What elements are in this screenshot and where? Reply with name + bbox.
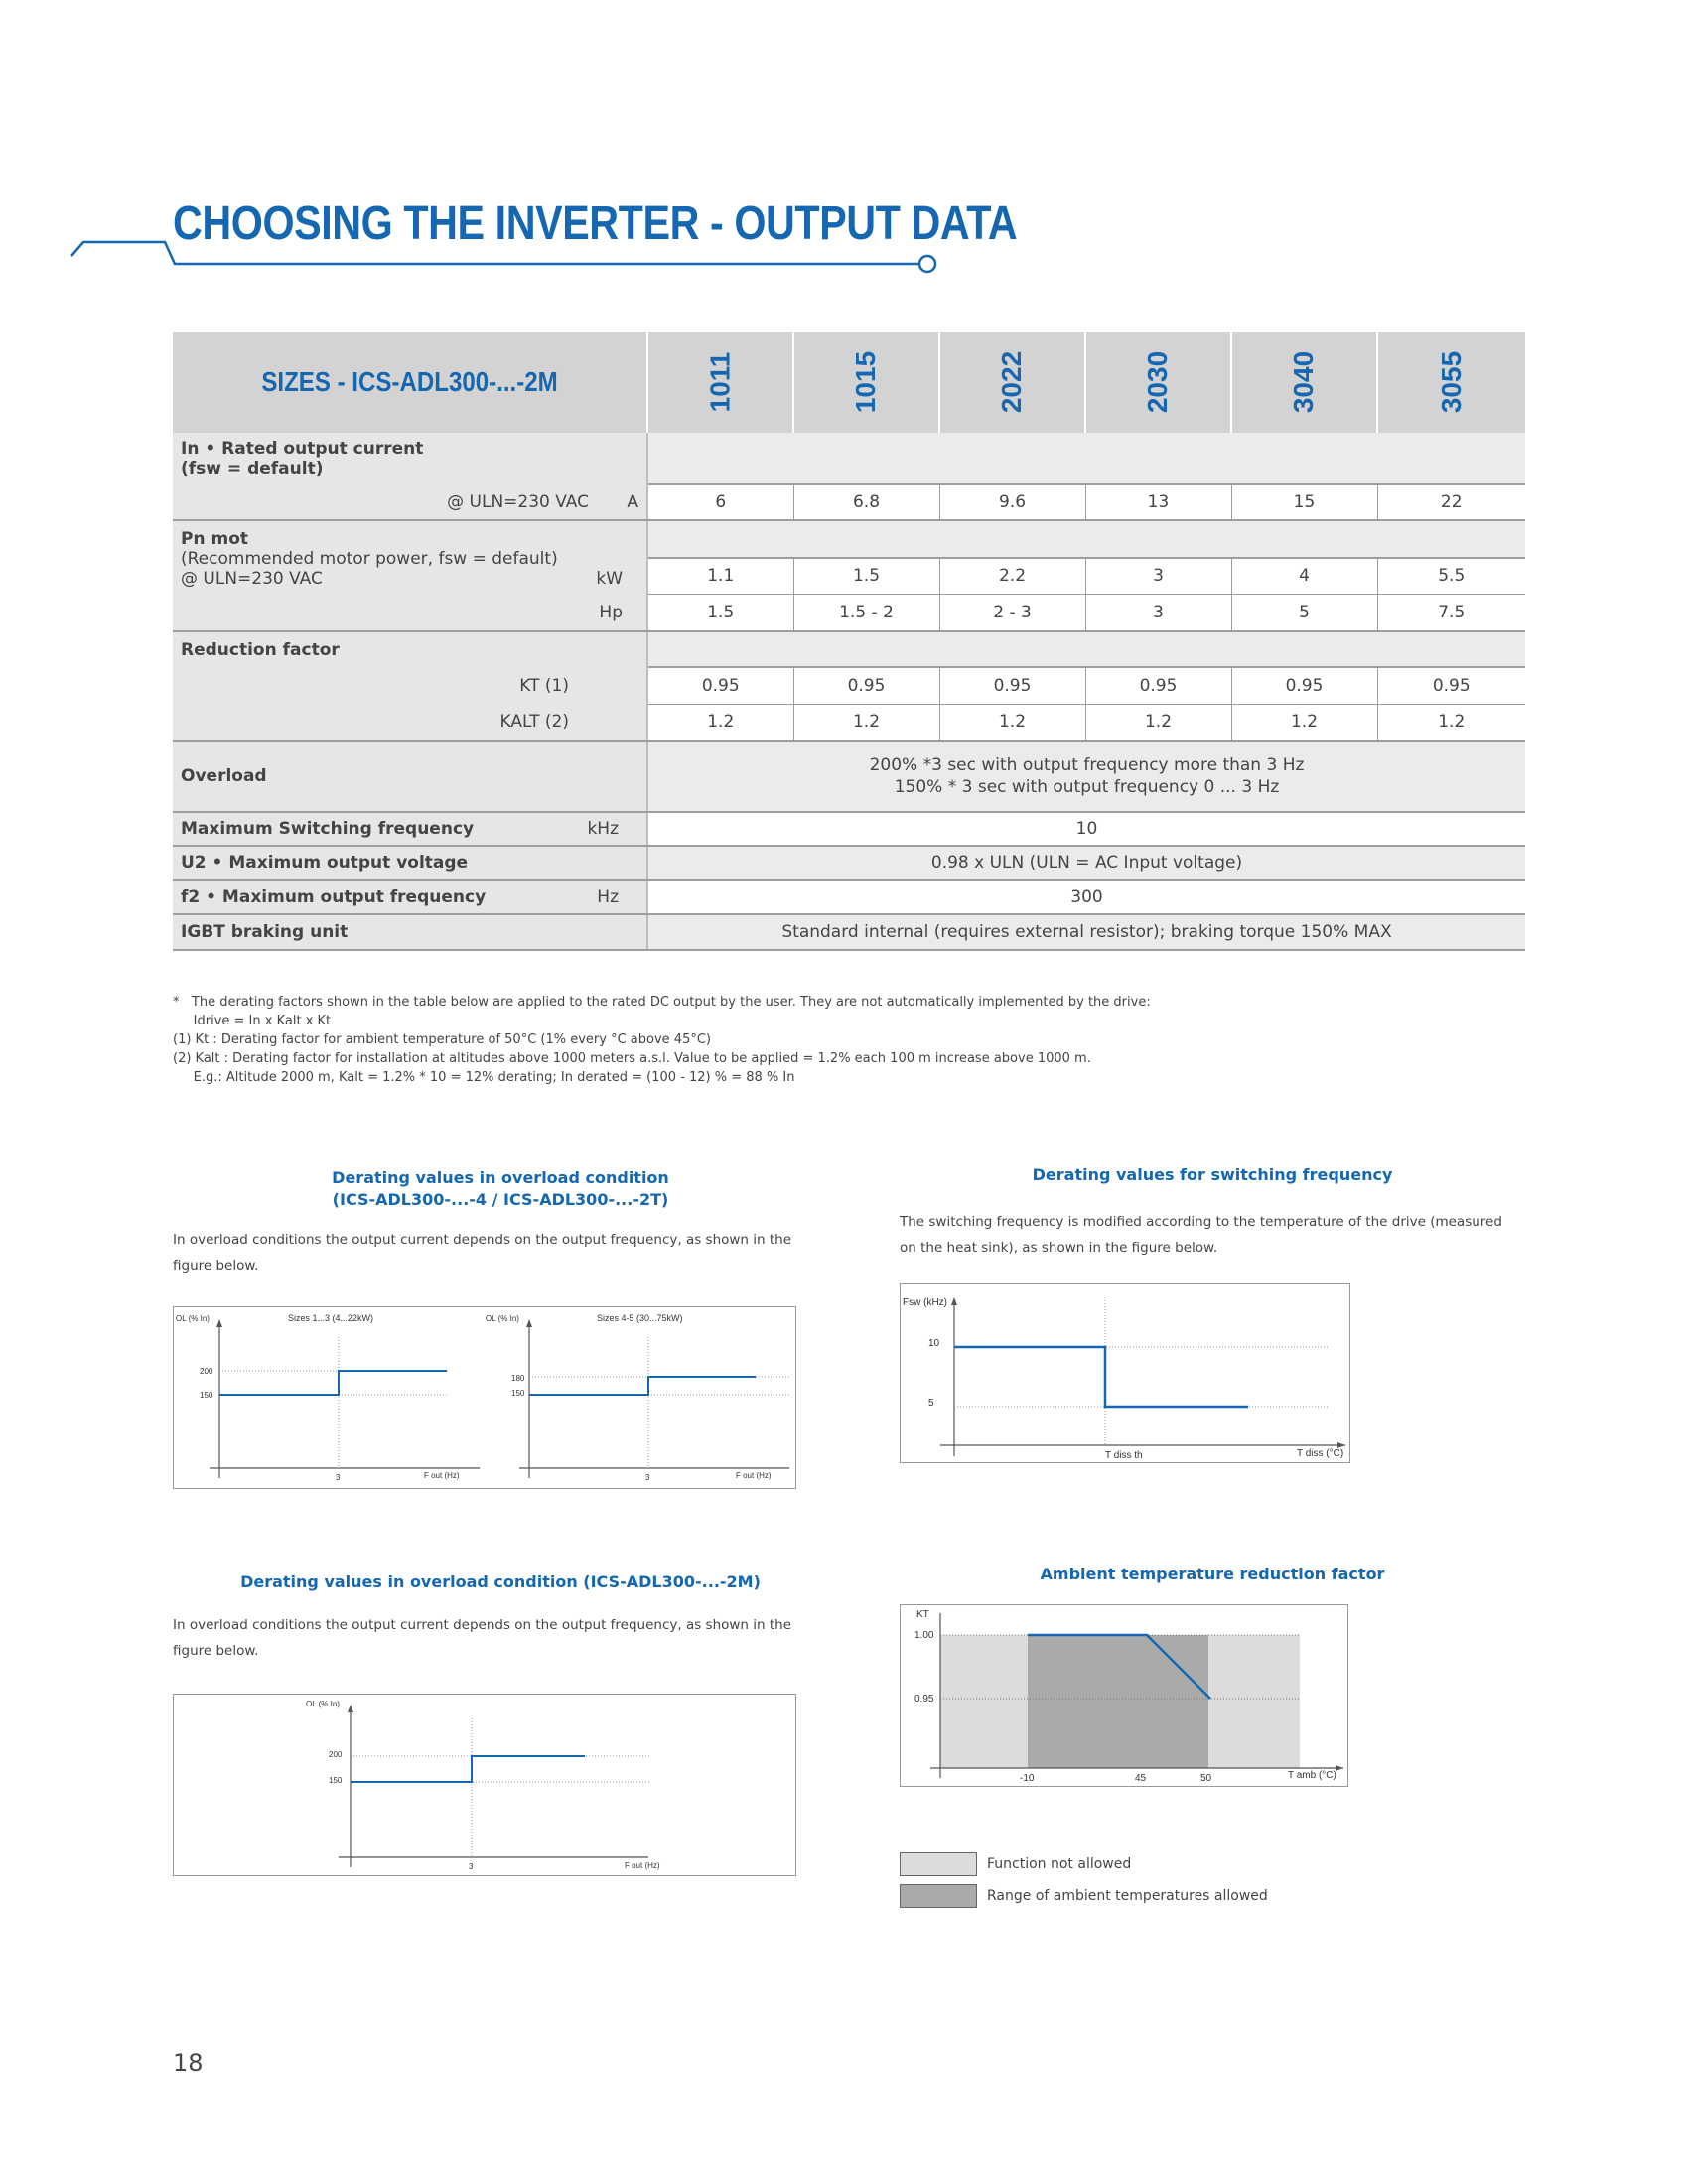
tick-label: 180 [511, 1374, 525, 1383]
para-line: The switching frequency is modified according to the temperature of the drive (measured [900, 1214, 1502, 1230]
series-line [529, 1377, 756, 1395]
ambient-temperature-chart [900, 1604, 1348, 1787]
tick-label: 45 [1135, 1773, 1147, 1784]
table-cell: 1.2 [793, 704, 939, 741]
tick-label: 150 [329, 1776, 343, 1785]
tick-label: 5 [928, 1398, 934, 1409]
section-title-line: (ICS-ADL300-...-4 / ICS-ADL300-...-2T) [332, 1190, 669, 1209]
u2-value: 0.98 x ULN (ULN = AC Input voltage) [647, 846, 1525, 880]
table-row [173, 433, 1525, 484]
table-cell: 6 [647, 484, 793, 520]
table-cell: 1.2 [1085, 704, 1231, 741]
table-cell: 3 [1085, 594, 1231, 631]
legend-label: Range of ambient temperatures allowed [987, 1888, 1268, 1904]
overload-line-1: 200% *3 sec with output frequency more than 3 Hz [869, 755, 1305, 775]
rated-current-sub: (fsw = default) [181, 458, 324, 478]
rated-current-cond: @ ULN=230 VAC [447, 491, 589, 512]
para-line: on the heat sink), as shown in the figure below. [900, 1240, 1218, 1256]
tick-label: -10 [1020, 1773, 1035, 1784]
tick-label: 200 [329, 1750, 343, 1759]
model-header: 2030 [1142, 350, 1174, 414]
model-header: 2022 [996, 350, 1028, 414]
table-cell: 9.6 [939, 484, 1085, 520]
table-cell: 1.2 [1377, 704, 1525, 741]
page-title: CHOOSING THE INVERTER - OUTPUT DATA [173, 198, 1018, 250]
footnote: (2) Kalt : Derating factor for installation at altitudes above 1000 meters a.s.l. Value to be applied = 1.2% each 100 m increase above 1000 m. [173, 1051, 1091, 1066]
arrow-icon [1336, 1765, 1343, 1771]
table-header-row [173, 332, 1525, 433]
tick-label: 150 [200, 1391, 213, 1400]
footnote: Idrive = In x Kalt x Kt [173, 1014, 332, 1028]
section-title: Derating values for switching frequency [1032, 1165, 1393, 1184]
section-title-line: Derating values in overload condition [332, 1168, 669, 1187]
tick-label: 10 [928, 1338, 940, 1349]
page-number: 18 [173, 2049, 204, 2077]
table-cell: 0.95 [647, 667, 793, 704]
table-row [173, 667, 1525, 704]
table-cell: 15 [1231, 484, 1377, 520]
switching-frequency-chart [900, 1283, 1350, 1463]
pn-mot-sub: (Recommended motor power, fsw = default) [181, 549, 558, 569]
model-header: 1015 [850, 350, 882, 414]
max-sw-unit: kHz [587, 819, 619, 839]
table-row [173, 520, 1525, 558]
table-row [173, 812, 1525, 846]
x-label: F out (Hz) [736, 1471, 772, 1480]
tick-label: 200 [200, 1367, 213, 1376]
u2-title: U2 • Maximum output voltage [181, 853, 469, 873]
table-cell: 13 [1085, 484, 1231, 520]
table-cell: 6.8 [793, 484, 939, 520]
tick-label: T diss th [1105, 1450, 1143, 1461]
x-label: F out (Hz) [625, 1861, 660, 1870]
model-header: 3040 [1288, 350, 1320, 414]
table-cell: 5.5 [1377, 558, 1525, 594]
igbt-value: Standard internal (requires external resistor); braking torque 150% MAX [647, 914, 1525, 950]
kalt-label: KALT (2) [499, 712, 569, 732]
tick-label: 3 [645, 1473, 650, 1482]
table-row [173, 484, 1525, 520]
y-label: KT [916, 1609, 929, 1620]
igbt-title: IGBT braking unit [181, 922, 349, 942]
para-line: In overload conditions the output current depends on the output frequency, as shown in the [173, 1232, 792, 1248]
model-header: 1011 [704, 351, 736, 413]
table-cell: 4 [1231, 558, 1377, 594]
tick-label: 0.95 [914, 1694, 934, 1705]
max-sw-value: 10 [647, 812, 1525, 846]
section-paragraph [900, 1209, 1535, 1261]
tick-label: 3 [336, 1473, 341, 1482]
arrow-icon [526, 1319, 532, 1327]
series-line [219, 1371, 447, 1395]
rated-current-title: In • Rated output current [181, 438, 424, 459]
kt-label: KT (1) [519, 675, 569, 696]
tick-label: 50 [1200, 1773, 1212, 1784]
model-header: 3055 [1435, 350, 1467, 414]
table-row [173, 631, 1525, 667]
table-cell: 3 [1085, 558, 1231, 594]
area-allowed [1028, 1635, 1208, 1768]
legend-swatch-allowed [900, 1884, 977, 1908]
max-sw-title: Maximum Switching frequency [181, 819, 475, 839]
pn-mot-unit-hp: Hp [599, 603, 623, 622]
arrow-icon [951, 1297, 957, 1305]
reduction-title: Reduction factor [181, 639, 340, 660]
overload-line-2: 150% * 3 sec with output frequency 0 ... 3 Hz [894, 777, 1280, 797]
section-title: Derating values in overload condition (ICS-ADL300-...-2M) [240, 1572, 761, 1591]
section-paragraph [173, 1227, 808, 1279]
para-line: figure below. [173, 1643, 259, 1659]
tick-label: 150 [511, 1389, 525, 1398]
table-row [173, 880, 1525, 914]
pn-mot-title: Pn mot [181, 529, 248, 549]
table-cell: 7.5 [1377, 594, 1525, 631]
legend-swatch-not-allowed [900, 1852, 977, 1876]
table-cell: 1.5 - 2 [793, 594, 939, 631]
series-line [351, 1756, 585, 1782]
overload-chart-2m [173, 1694, 796, 1876]
section-title [173, 1167, 828, 1211]
table-cell: 0.95 [939, 667, 1085, 704]
tick-label: 3 [469, 1862, 474, 1871]
series-line [954, 1347, 1248, 1407]
f2-unit: Hz [597, 887, 619, 907]
table-cell: 2 - 3 [939, 594, 1085, 631]
pn-mot-cond: @ ULN=230 VAC [181, 569, 323, 589]
table-cell: 1.2 [647, 704, 793, 741]
tick-label: 1.00 [914, 1630, 934, 1641]
table-cell: 1.1 [647, 558, 793, 594]
table-row [173, 914, 1525, 950]
table-cell: 1.5 [647, 594, 793, 631]
chart-title: Sizes 1...3 (4...22kW) [288, 1313, 374, 1323]
legend-label: Function not allowed [987, 1856, 1132, 1872]
section-title: Ambient temperature reduction factor [1040, 1565, 1385, 1583]
para-line: figure below. [173, 1258, 259, 1274]
table-row [173, 741, 1525, 812]
table-cell: 0.95 [793, 667, 939, 704]
x-label: F out (Hz) [424, 1471, 460, 1480]
table-cell: 0.95 [1231, 667, 1377, 704]
table-cell: 1.2 [939, 704, 1085, 741]
pn-mot-unit-kw: kW [596, 569, 623, 589]
section-paragraph [173, 1612, 808, 1664]
x-label: T diss (°C) [1297, 1448, 1344, 1459]
footnote: (1) Kt : Derating factor for ambient temperature of 50°C (1% every °C above 45°C) [173, 1032, 711, 1047]
table-cell: 22 [1377, 484, 1525, 520]
y-label: OL (% In) [486, 1314, 519, 1323]
overload-chart-sizes [173, 1306, 796, 1489]
table-cell: 1.2 [1231, 704, 1377, 741]
table-cell: 0.95 [1377, 667, 1525, 704]
rated-current-unit: A [627, 491, 638, 512]
footnote: * The derating factors shown in the table below are applied to the rated DC output by the user. They are not automatically implemented by the drive: [173, 995, 1151, 1010]
table-row [173, 846, 1525, 880]
table-cell: 1.5 [793, 558, 939, 594]
x-label: T amb (°C) [1288, 1770, 1336, 1781]
f2-title: f2 • Maximum output frequency [181, 887, 487, 907]
sizes-label: SIZES - ICS-ADL300-...-2M [261, 366, 558, 397]
chart-title: Sizes 4-5 (30...75kW) [597, 1313, 683, 1323]
footnote: E.g.: Altitude 2000 m, Kalt = 1.2% * 10 = 12% derating; In derated = (100 - 12) % = 88 % In [173, 1070, 795, 1085]
table-cell: 0.95 [1085, 667, 1231, 704]
y-label: Fsw (kHz) [903, 1297, 947, 1308]
overload-title: Overload [181, 766, 267, 786]
table-cell: 5 [1231, 594, 1377, 631]
para-line: In overload conditions the output current depends on the output frequency, as shown in the [173, 1617, 792, 1633]
arrow-icon [348, 1705, 353, 1712]
arrow-icon [216, 1319, 222, 1327]
y-label: OL (% In) [306, 1700, 340, 1708]
f2-value: 300 [647, 880, 1525, 914]
y-label: OL (% In) [176, 1314, 210, 1323]
footnotes [173, 993, 1151, 1087]
table-cell: 2.2 [939, 558, 1085, 594]
output-data-table [173, 332, 1525, 951]
table-row [173, 704, 1525, 741]
